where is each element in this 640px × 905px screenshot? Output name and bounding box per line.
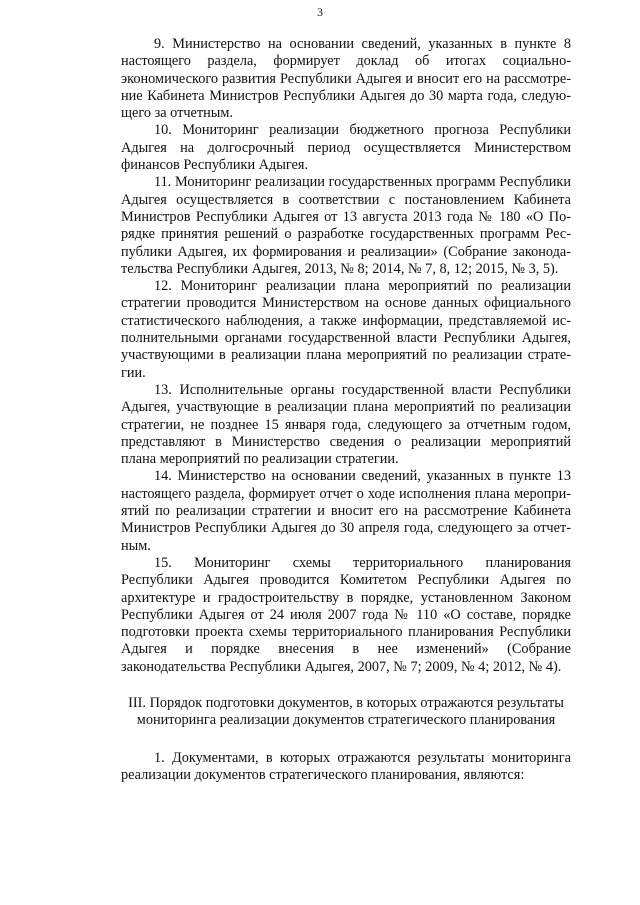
document-body — [121, 36, 571, 784]
section-heading — [121, 695, 571, 730]
paragraph-item-14: 14. Министерство на основании сведений, указанных в пункте 13 настоящего раздела, формирует отчет о ходе исполнения плана мероприятий по реализации стратегии и вносит его на рассмотрение Кабинета Министров Республики Адыгея до 30 апреля года, следующего за отчетным. — [121, 468, 571, 554]
paragraph-item-10: 10. Мониторинг реализации бюджетного прогноза Республики Адыгея на долгосрочный период осуществляется Министерством финансов Республики Адыгея. — [121, 122, 571, 174]
section-heading-line-1: III. Порядок подготовки документов, в которых отражаются результаты — [128, 694, 564, 711]
section-heading-line-2: мониторинга реализации документов стратегического планирования — [136, 712, 556, 729]
page-number: 3 — [317, 5, 323, 19]
paragraph-section3-item-1: 1. Документами, в которых отражаются результаты мониторинга реализации документов стратегического планирования, являются: — [121, 749, 571, 783]
paragraph-item-12: 12. Мониторинг реализации плана мероприятий по реализации стратегии проводится Министерством на основе данных официального статистического наблюдения, а также информации, представляемой исполнительными органами государственной власти Республики Адыгея, участвующими в реализации плана мероприятий по реализации стратегии. — [121, 278, 571, 381]
paragraph-item-13: 13. Исполнительные органы государственной власти Республики Адыгея, участвующие в реализации плана мероприятий по реализации стратегии, не позднее 15 января года, следующего за отчетным годом, представляют в Министерство сведения о реализации мероприятий плана мероприятий по реализации стратегии. — [121, 381, 571, 468]
paragraph-item-15: 15. Мониторинг схемы территориального планирования Республики Адыгея проводится Комитетом Республики Адыгея по архитектуре и градостроительству в порядке, установленном Законом Республики Адыгея от 24 июля 2007 года № 110 «О составе, порядке подготовки проекта схемы территориального планирования Республики Адыгея и порядке внесения в нее изменений» (Собрание законодательства Республики Адыгея, 2007, № 7; 2009, № 4; 2012, № 4). — [121, 554, 571, 675]
paragraph-item-9: 9. Министерство на основании сведений, указанных в пункте 8 настоящего раздела, формирует доклад об итогах социально-экономического развития Республики Адыгея и вносит его на рассмотрение Кабинета Министров Республики Адыгея до 30 марта года, следующего за отчетным. — [121, 36, 571, 122]
paragraph-item-11: 11. Мониторинг реализации государственных программ Республики Адыгея осуществляется в соответствии с постановлением Кабинета Министров Республики Адыгея от 13 августа 2013 года № 180 «О Порядке принятия решений о разработке государственных программ Республики Адыгея, их формирования и реализации» (Собрание законодательства Республики Адыгея, 2013, № 8; 2014, № 7, 8, 12; 2015, № 3, 5). — [121, 174, 571, 277]
